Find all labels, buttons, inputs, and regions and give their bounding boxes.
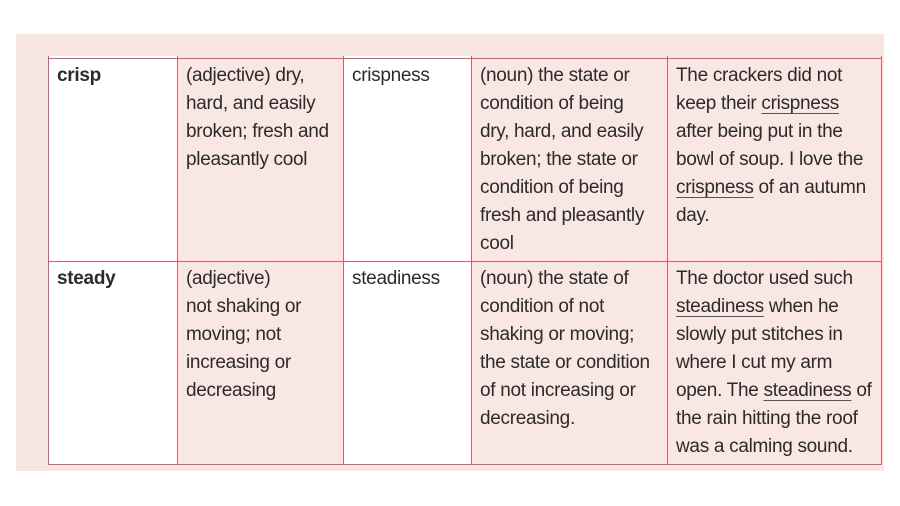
- definition-line: increasing or: [186, 352, 291, 373]
- example-text: open. The: [676, 380, 764, 401]
- noun-definition-line: condition of being: [480, 93, 624, 114]
- noun-definition-line: shaking or moving;: [480, 324, 635, 345]
- example-text: was a calming sound.: [676, 436, 853, 457]
- noun-definition-line: decreasing.: [480, 408, 575, 429]
- definition-line: (adjective) dry,: [186, 65, 305, 86]
- example-cell: [668, 59, 882, 262]
- noun-definition-line: broken; the state or: [480, 149, 638, 170]
- noun-definition-line: condition of being: [480, 177, 624, 198]
- noun-form-cell: [344, 262, 472, 465]
- example-line: [676, 377, 875, 405]
- example-line: [676, 433, 875, 461]
- example-line: [676, 265, 875, 293]
- example-text: after being put in the: [676, 121, 843, 142]
- underlined-word: steadiness: [763, 380, 852, 401]
- example-line: [676, 90, 875, 118]
- example-line: [676, 349, 875, 377]
- noun-definition-line: of not increasing or: [480, 380, 636, 401]
- definition-line: pleasantly cool: [186, 149, 308, 170]
- noun-definition-cell: [472, 59, 668, 262]
- example-line: [676, 146, 875, 174]
- example-text: The doctor used such: [676, 268, 853, 289]
- example-text: day.: [676, 205, 710, 226]
- example-text: bowl of soup. I love the: [676, 149, 864, 170]
- definition-line: not shaking or: [186, 296, 302, 317]
- underlined-word: crispness: [761, 93, 839, 114]
- table-row: [49, 59, 882, 262]
- definition-line: broken; fresh and: [186, 121, 329, 142]
- example-cell: [668, 262, 882, 465]
- example-text: the rain hitting the roof: [676, 408, 858, 429]
- noun-definition-line: (noun) the state or: [480, 65, 630, 86]
- example-text: of an autumn: [753, 177, 866, 198]
- example-text: slowly put stitches in: [676, 324, 843, 345]
- noun-definition-line: fresh and pleasantly: [480, 205, 645, 226]
- definition-cell: [178, 262, 344, 465]
- definition-line: hard, and easily: [186, 93, 316, 114]
- table-row: [49, 262, 882, 465]
- underlined-word: crispness: [676, 177, 754, 198]
- example-text: where I cut my arm: [676, 352, 833, 373]
- definition-cell: [178, 59, 344, 262]
- noun-form: steadiness: [352, 268, 440, 289]
- vocabulary-table: [48, 56, 882, 465]
- noun-form-cell: [344, 59, 472, 262]
- example-text: of: [851, 380, 872, 401]
- noun-definition-line: condition of not: [480, 296, 605, 317]
- noun-definition-line: dry, hard, and easily: [480, 121, 644, 142]
- definition-line: decreasing: [186, 380, 276, 401]
- underlined-word: steadiness: [676, 296, 764, 317]
- noun-definition-line: cool: [480, 233, 514, 254]
- definition-line: moving; not: [186, 324, 281, 345]
- example-line: [676, 62, 875, 90]
- worksheet-page: [16, 34, 884, 471]
- example-text: keep their: [676, 93, 762, 114]
- example-line: [676, 321, 875, 349]
- vocabulary-word: crisp: [57, 65, 101, 86]
- example-line: [676, 405, 875, 433]
- word-cell: [49, 59, 178, 262]
- noun-definition-cell: [472, 262, 668, 465]
- example-line: [676, 293, 875, 321]
- definition-line: (adjective): [186, 268, 271, 289]
- example-line: [676, 118, 875, 146]
- vocabulary-word: steady: [57, 268, 116, 289]
- noun-form: crispness: [352, 65, 430, 86]
- example-text: The crackers did not: [676, 65, 843, 86]
- noun-definition-line: (noun) the state of: [480, 268, 629, 289]
- example-line: [676, 202, 875, 230]
- example-text: when he: [763, 296, 839, 317]
- noun-definition-line: the state or condition: [480, 352, 650, 373]
- word-cell: [49, 262, 178, 465]
- example-line: [676, 174, 875, 202]
